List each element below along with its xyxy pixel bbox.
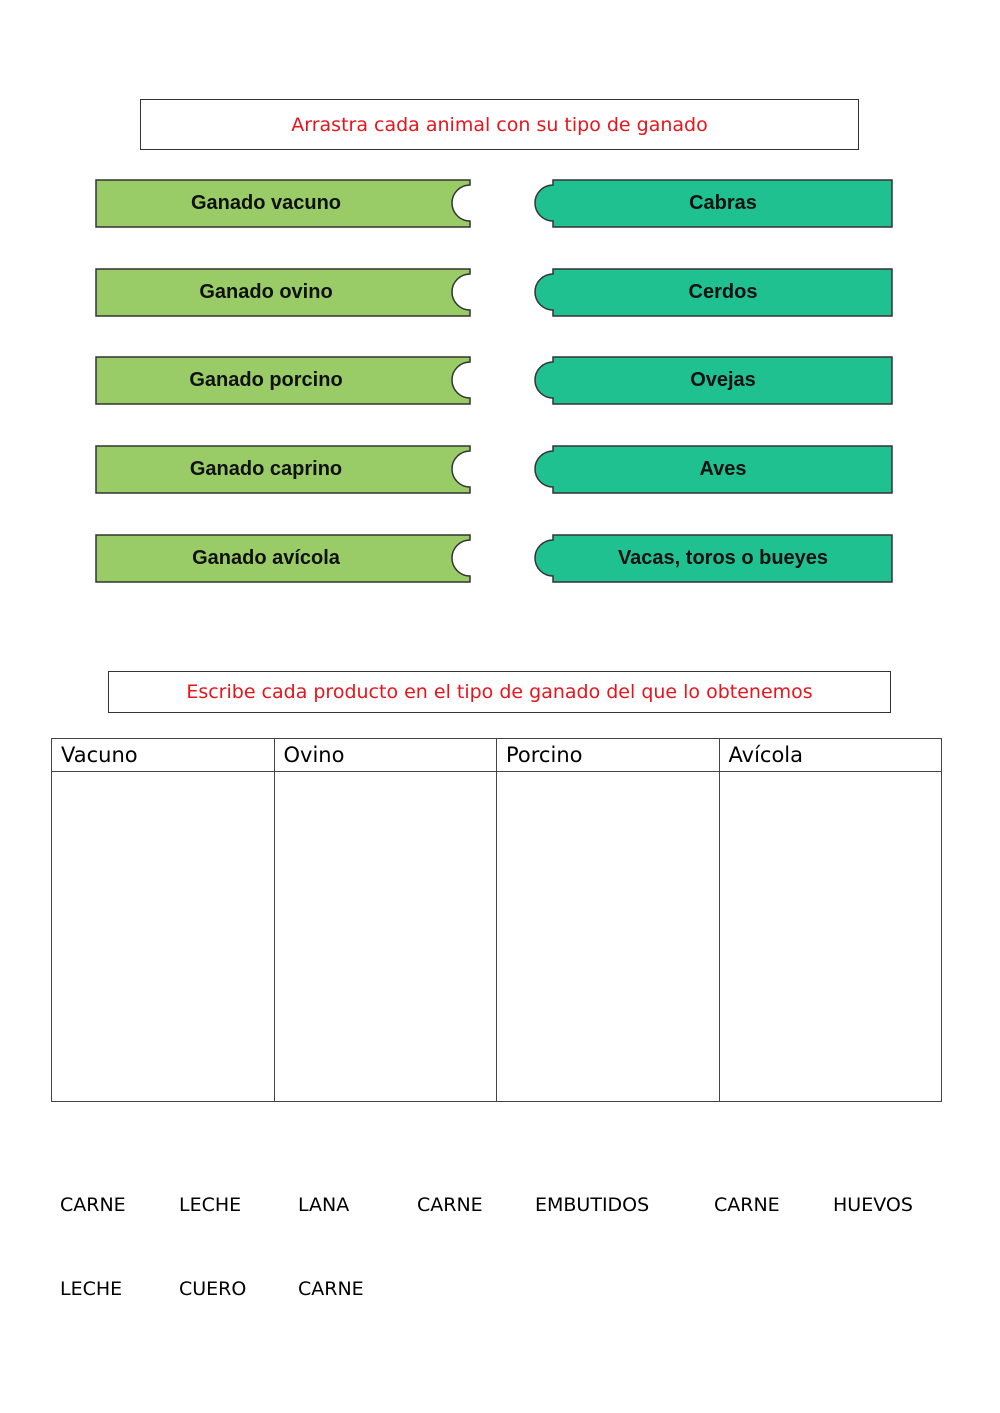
- drop-cell-porcino[interactable]: [497, 772, 720, 1102]
- right-piece-ovejas[interactable]: [520, 356, 894, 406]
- right-piece-label: Cerdos: [688, 280, 758, 303]
- left-piece-ovino[interactable]: [95, 268, 472, 318]
- column-header-avicola: Avícola: [719, 739, 942, 772]
- right-piece-cabras[interactable]: [520, 179, 894, 229]
- column-header-ovino: Ovino: [274, 739, 497, 772]
- word-item[interactable]: CARNE: [714, 1194, 780, 1216]
- word-item[interactable]: CARNE: [60, 1194, 126, 1216]
- write-instruction-box: [108, 671, 891, 713]
- left-piece-avicola[interactable]: [95, 534, 472, 584]
- right-piece-label: Vacas, toros o bueyes: [617, 546, 829, 569]
- word-item[interactable]: LANA: [298, 1194, 350, 1216]
- right-piece-vacas[interactable]: [520, 534, 894, 584]
- word-item[interactable]: CARNE: [417, 1194, 483, 1216]
- column-header-vacuno: Vacuno: [52, 739, 275, 772]
- drop-cell-ovino[interactable]: [274, 772, 497, 1102]
- left-piece-porcino[interactable]: [95, 356, 472, 406]
- drop-cell-vacuno[interactable]: [52, 772, 275, 1102]
- right-piece-cerdos[interactable]: [520, 268, 894, 318]
- table-row: [52, 772, 942, 1102]
- left-piece-label: Ganado avícola: [192, 546, 340, 569]
- right-piece-label: Cabras: [689, 191, 757, 214]
- right-piece-label: Ovejas: [690, 368, 756, 391]
- table-header-row: [52, 739, 942, 772]
- left-piece-caprino[interactable]: [95, 445, 472, 495]
- word-item[interactable]: CARNE: [298, 1278, 364, 1300]
- left-piece-label: Ganado ovino: [199, 280, 333, 303]
- classification-table: [51, 738, 942, 1102]
- write-instruction-text: Escribe cada producto en el tipo de ganado del que lo obtenemos: [186, 681, 813, 703]
- drag-instruction-box: [140, 99, 859, 150]
- word-item[interactable]: EMBUTIDOS: [535, 1194, 650, 1216]
- left-piece-vacuno[interactable]: [95, 179, 472, 229]
- drag-instruction-text: Arrastra cada animal con su tipo de ganado: [291, 113, 708, 136]
- left-piece-label: Ganado porcino: [189, 368, 343, 391]
- column-header-porcino: Porcino: [497, 739, 720, 772]
- word-item[interactable]: LECHE: [179, 1194, 242, 1216]
- left-piece-label: Ganado caprino: [189, 457, 343, 480]
- right-piece-label: Aves: [699, 457, 747, 480]
- left-piece-label: Ganado vacuno: [190, 191, 342, 214]
- word-item[interactable]: CUERO: [179, 1278, 247, 1300]
- word-item[interactable]: HUEVOS: [833, 1194, 913, 1216]
- drop-cell-avicola[interactable]: [719, 772, 942, 1102]
- right-piece-aves[interactable]: [520, 445, 894, 495]
- word-item[interactable]: LECHE: [60, 1278, 123, 1300]
